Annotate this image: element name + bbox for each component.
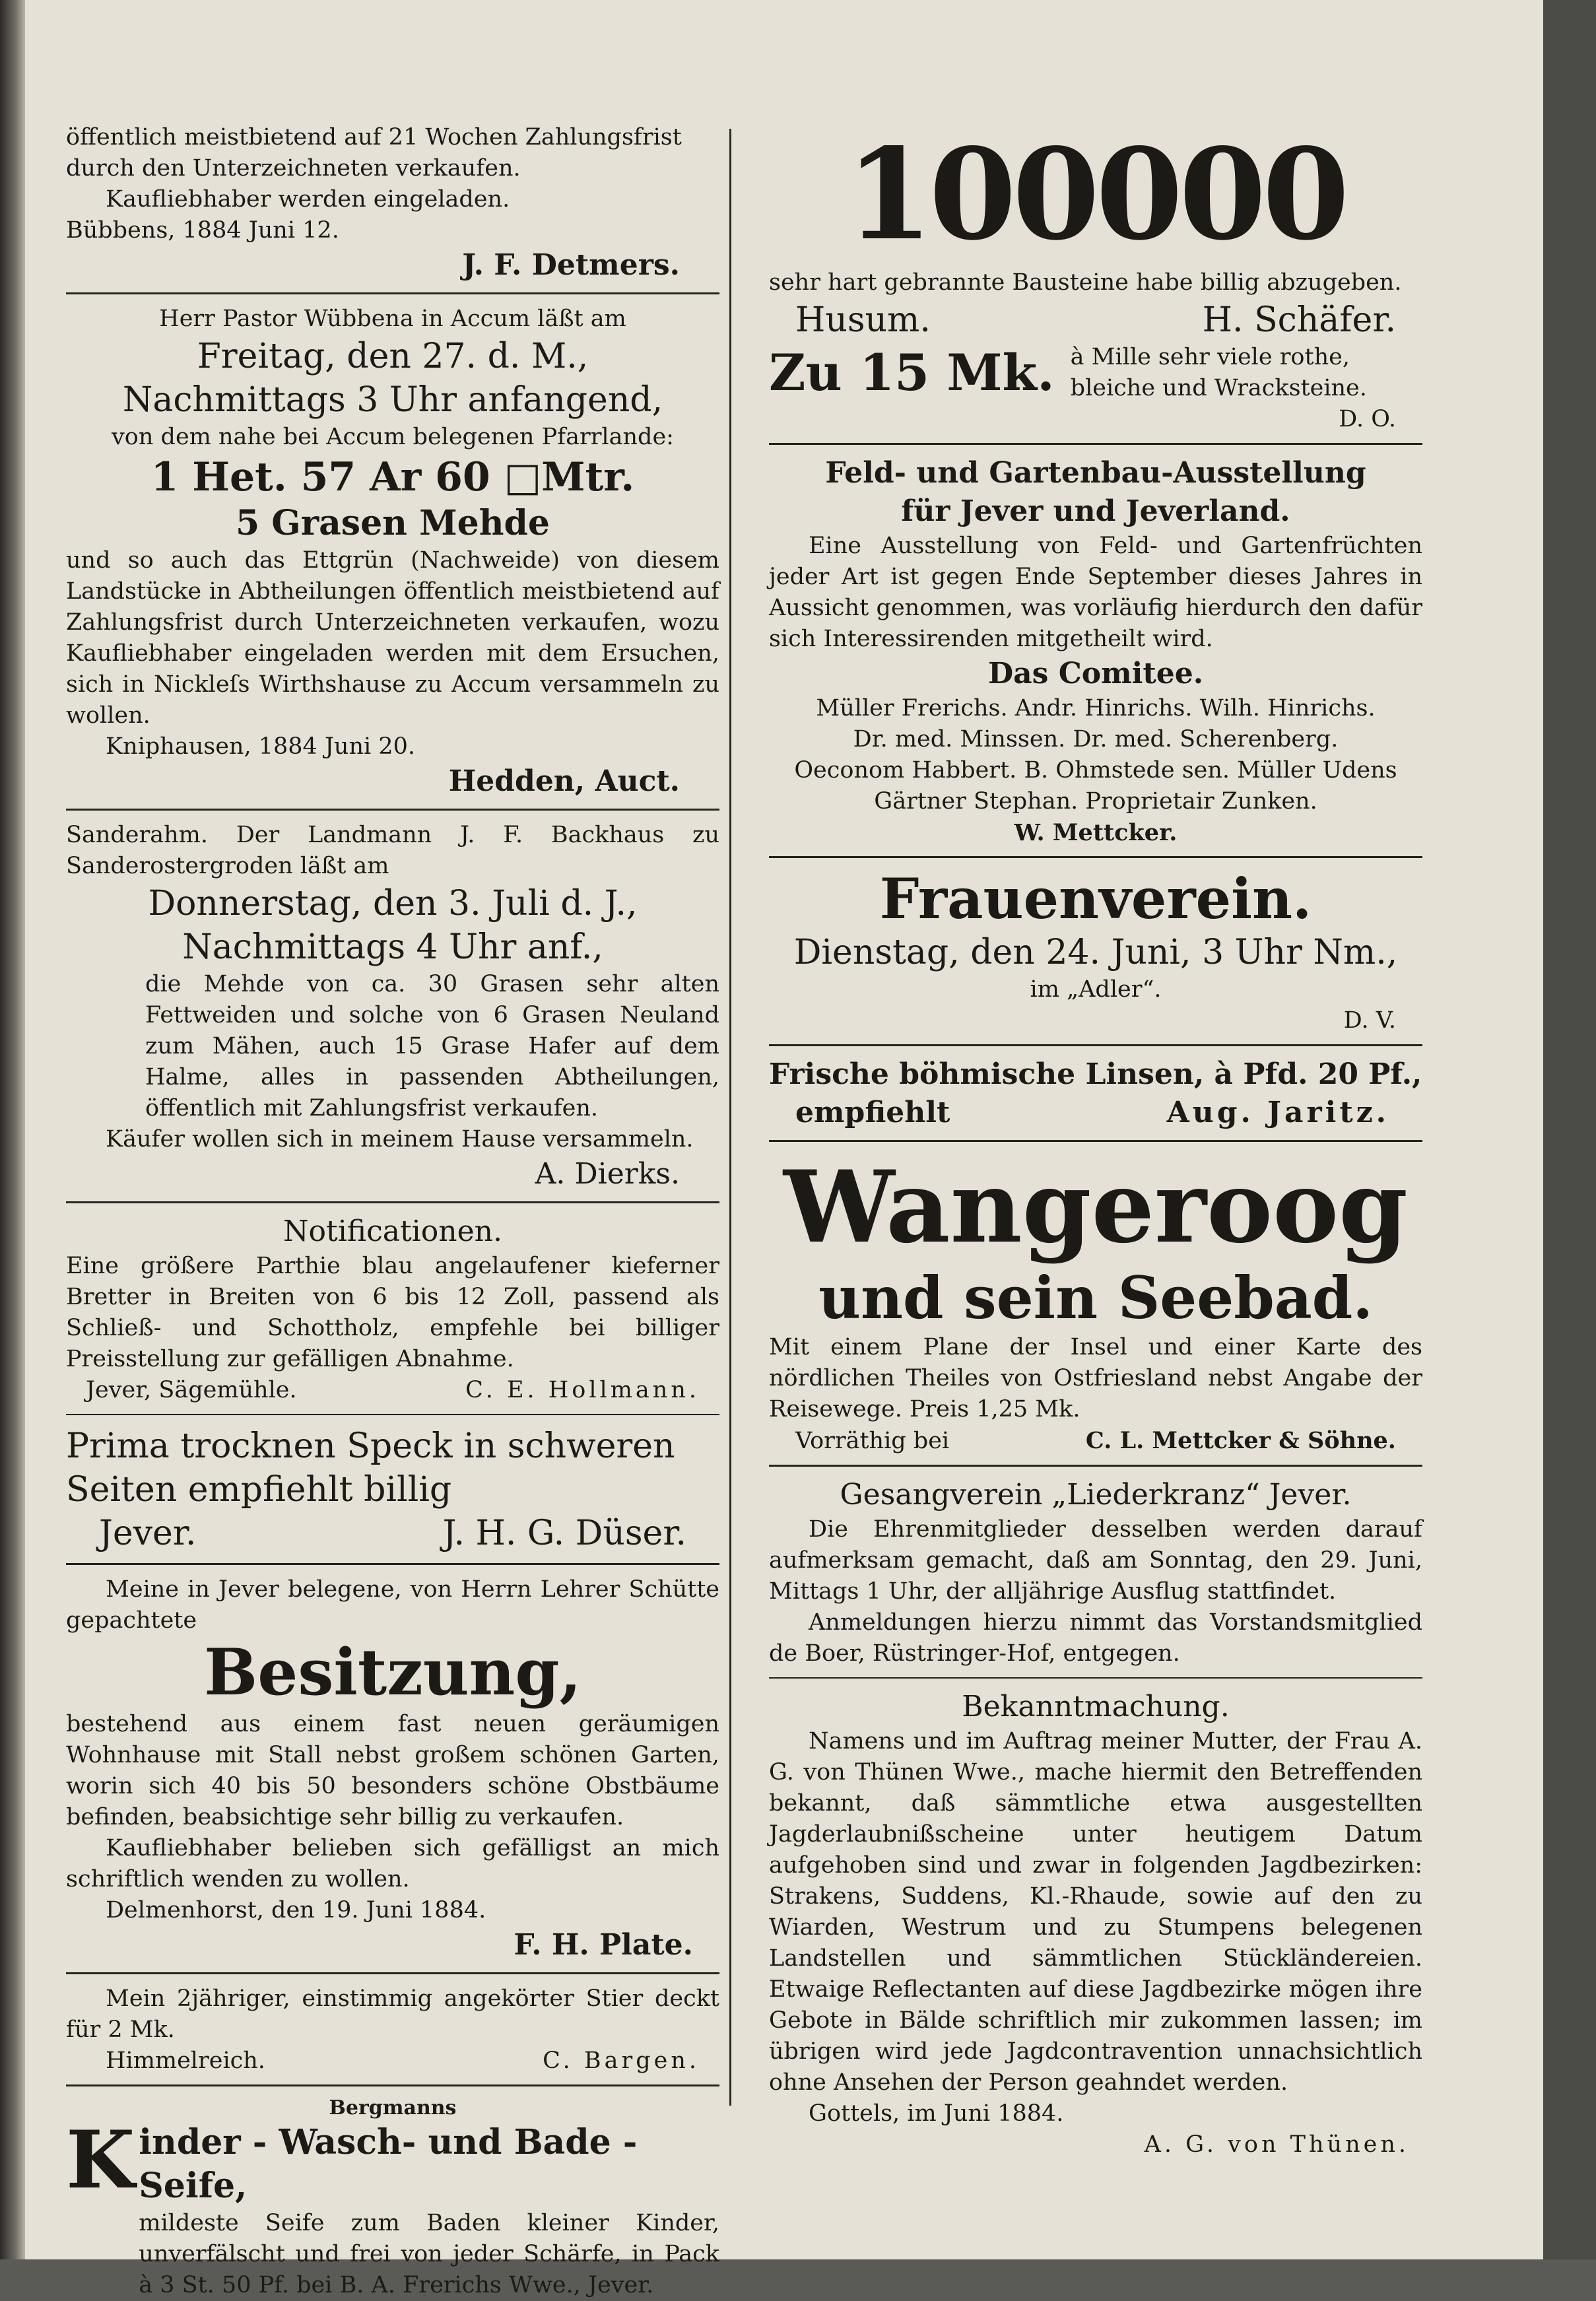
ad-wuebbena	[66, 304, 719, 801]
ad-body: Mein 2jähriger, einstimmig angekörter Stier deckt für 2 Mk.	[66, 1985, 719, 2043]
signature-row	[769, 1425, 1422, 1457]
brand: Bergmanns	[329, 2096, 457, 2119]
ad-line: Prima trocknen Speck in schweren	[66, 1426, 675, 1466]
auction-date: Freitag, den 27. d. M.,	[197, 337, 589, 376]
committee: Das Comitee.	[987, 657, 1204, 690]
auction-time: Nachmittags 4 Uhr anf.,	[182, 927, 603, 967]
signature-row	[66, 1512, 719, 1555]
closing: Anmeldungen hierzu nimmt das Vorstandsmitglied de Boer, Rüstringer-Hof, entgegen.	[769, 1609, 1422, 1667]
ad-schaefer	[769, 122, 1422, 435]
ad-body: Mit einem Plane der Insel und einer Karte des nördlichen Theiles von Ostfriesland nebst Angabe der Reisewege. Preis 1,25 Mk.	[769, 1334, 1422, 1422]
ad-dierks	[66, 820, 719, 1193]
ad-body: Eine Ausstellung von Feld- und Gartenfrüchten jeder Art ist gegen Ende September dieses Jahres in Aussicht genommen, was vorläufig hierdurch den dafür sich Interessirenden mitgetheilt wird.	[769, 533, 1422, 652]
price-row	[769, 342, 1422, 404]
member-line: Dr. med. Minssen. Dr. med. Scherenberg.	[853, 726, 1339, 752]
date: Dienstag, den 24. Juni, 3 Uhr Nm.,	[793, 933, 1398, 972]
divider	[66, 1201, 719, 1203]
place-date: Bübbens, 1884 Juni 12.	[66, 217, 339, 244]
signature-row	[66, 2046, 719, 2077]
ad-body: Eine größere Parthie blau angelaufener kieferner Bretter in Breiten von 6 bis 12 Zoll, passend als Schließ- und Schottholz, empfehle bei billiger Preisstellung zur gefälligen Abnahme.	[66, 1253, 719, 1372]
ad-line: Kaufliebhaber werden eingeladen.	[106, 186, 510, 213]
signature-row	[66, 1375, 719, 1406]
seller: C. L. Mettcker & Söhne.	[1085, 1427, 1396, 1454]
ad-body: mildeste Seife zum Baden kleiner Kinder, unverfälscht und frei von jeder Schärfe, in Pack à 3 St. 50 Pf. bei B. A. Frerichs Wwe., Jever.	[139, 2210, 719, 2298]
divider	[66, 2084, 719, 2086]
ad-body: und so auch das Ettgrün (Nachweide) von diesem Landstücke in Abtheilungen öffentlich meistbietend auf Zahlungsfrist durch Unterzeichneten verkaufen, wozu Kaufliebhaber eingeladen werden mit dem Ersuchen, sich in Nickleſs Wirthshause zu Accum versammeln zu wollen.	[66, 547, 719, 729]
price: Zu 15 Mk.	[769, 343, 1055, 402]
intro: Sanderahm. Der Landmann J. F. Backhaus zu Sanderostergroden läßt am	[66, 822, 719, 879]
initials: D. O.	[1339, 406, 1396, 432]
place: Jever.	[99, 1514, 197, 1553]
ad-wangeroog	[769, 1151, 1422, 1457]
signature: Hedden, Auct.	[448, 764, 680, 798]
location: von dem nahe bei Accum belegenen Pfarrlande:	[112, 424, 674, 450]
heading: Bekanntmachung.	[962, 1690, 1230, 1723]
divider	[66, 1972, 719, 1974]
signature: J. F. Detmers.	[462, 248, 680, 282]
soap-headline-block	[66, 2114, 719, 2301]
ad-bekanntmachung	[769, 1688, 1422, 2160]
ad-hollmann	[66, 1213, 719, 1406]
note: à Mille sehr viele rothe, bleiche und Wracksteine.	[1070, 344, 1367, 401]
place: Husum.	[795, 300, 931, 340]
ad-bergmann-soap	[66, 2096, 719, 2301]
left-column	[66, 122, 719, 2301]
heading: Notificationen.	[283, 1215, 502, 1248]
signature: F. H. Plate.	[514, 1928, 693, 1962]
ad-detmers	[66, 122, 719, 284]
intro: Herr Pastor Wübbena in Accum läßt am	[159, 306, 626, 332]
member-line: Gärtner Stephan. Proprietair Zunken.	[874, 788, 1317, 815]
signature: C. E. Hollmann.	[465, 1377, 700, 1403]
book-spine	[0, 0, 25, 2259]
place: Himmelreich.	[106, 2048, 265, 2074]
place: Jever, Sägemühle.	[86, 1377, 297, 1403]
ad-jaritz	[769, 1055, 1422, 1132]
member-line: Oeconom Habbert. B. Ohmstede sen. Müller Udens	[794, 757, 1397, 784]
ad-line: sehr hart gebrannte Bausteine habe billig abzugeben.	[769, 269, 1402, 296]
signature: J. H. G. Düser.	[442, 1514, 686, 1553]
title: Wangeroog	[783, 1149, 1408, 1265]
place-date: Delmenhorst, den 19. Juni 1884.	[106, 1897, 486, 1923]
venue: im „Adler“.	[1030, 976, 1162, 1003]
signature-row	[769, 1094, 1422, 1132]
ad-body: Die Ehrenmitglieder desselben werden darauf aufmerksam gemacht, daß am Sonntag, den 29. Juni, Mittags 1 Uhr, der alljährige Ausflug stattfindet.	[769, 1516, 1422, 1605]
intro: Meine in Jever belegene, von Herrn Lehrer Schütte gepachtete	[66, 1576, 719, 1634]
headline: Besitzung,	[204, 1635, 582, 1710]
signature: Aug. Jaritz.	[1166, 1096, 1389, 1129]
big-number: 100000	[846, 121, 1346, 268]
headline: inder - Wasch- und Bade - Seife,	[139, 2122, 638, 2206]
ad-liederkranz	[769, 1476, 1422, 1669]
closing: Käufer wollen sich in meinem Hause versammeln.	[106, 1126, 694, 1152]
divider	[769, 1465, 1422, 1467]
mehde: 5 Grasen Mehde	[236, 503, 550, 543]
place-date: Kniphausen, 1884 Juni 20.	[106, 733, 415, 760]
drop-initial: K	[66, 2114, 135, 2207]
divider	[66, 1414, 719, 1415]
divider	[769, 1140, 1422, 1142]
heading: für Jever und Jeverland.	[901, 494, 1290, 528]
auction-date: Donnerstag, den 3. Juli d. J.,	[148, 884, 638, 923]
heading: Feld- und Gartenbau-Ausstellung	[825, 456, 1366, 490]
place-date: Gottels, im Juni 1884.	[809, 2100, 1064, 2127]
divider	[769, 1677, 1422, 1679]
ad-line: durch den Unterzeichneten verkaufen.	[66, 155, 521, 182]
ad-exhibition	[769, 454, 1422, 848]
column-rule	[729, 129, 731, 2106]
member-line: W. Mettcker.	[1014, 819, 1178, 846]
closing: Kaufliebhaber belieben sich gefälligst an mich schriftlich wenden zu wollen.	[66, 1835, 719, 1892]
right-column	[769, 122, 1422, 2160]
page-edge	[1543, 0, 1596, 2259]
divider	[66, 292, 719, 294]
divider	[769, 856, 1422, 858]
ad-body: bestehend aus einem fast neuen geräumigen Wohnhause mit Stall nebst großem schönen Garten, worin sich 40 bis 50 besonders schöne Obstbäume befinden, beabsichtige sehr billig zu verkaufen.	[66, 1711, 719, 1830]
signature-row	[769, 298, 1422, 342]
divider	[66, 1563, 719, 1565]
ad-body: Namens und im Auftrag meiner Mutter, der Frau A. G. von Thünen Wwe., mache hiermit den Betreffenden bekannt, daß sämmtliche etwa ausgestellten Jagderlaubnißscheine unter heutigem Datum aufgehoben sind und zwar in folgenden Jagdbezirken: Strakens, Suddens, Kl.-Rhaude, sowie auf den zu Wiarden, Westrum und zu Stumpens belegenen Landstellen und sämmtlichen Stückländereien. Etwaige Reflectanten auf diese Jagdbezirke mögen ihre Gebote in Bälde schriftlich mir zukommen lassen; im übrigen wird jede Jagdcontravention unnachsichtlich ohne Ansehen der Person geahndet werden.	[769, 1728, 1422, 2096]
stock-label: Vorräthig bei	[795, 1428, 950, 1454]
signature: A. G. von Thünen.	[1144, 2131, 1409, 2158]
initials: D. V.	[1343, 1007, 1396, 1034]
ad-line: Frische böhmische Linsen, à Pfd. 20 Pf.,	[769, 1057, 1422, 1091]
ad-line: öffentlich meistbietend auf 21 Wochen Zahlungsfrist	[66, 124, 682, 150]
ad-plate	[66, 1574, 719, 1964]
signature: C. Bargen.	[543, 2048, 700, 2074]
member-line: Müller Frerichs. Andr. Hinrichs. Wilh. Hinrichs.	[816, 695, 1376, 721]
ad-line: Seiten empfiehlt billig	[66, 1470, 452, 1510]
ad-bargen	[66, 1984, 719, 2077]
signature: A. Dierks.	[535, 1157, 680, 1191]
heading: Gesangverein „Liederkranz“ Jever.	[840, 1478, 1352, 1512]
area: 1 Het. 57 Ar 60 □Mtr.	[150, 454, 635, 500]
ad-body: die Mehde von ca. 30 Grasen sehr alten Fettweiden und solche von 6 Grasen Neuland zum Mähen, auch 15 Grase Hafer auf dem Halme, alles in passenden Abtheilungen, öffentlich mit Zahlungsfrist verkaufen.	[145, 971, 719, 1121]
divider	[769, 1044, 1422, 1046]
heading: Frauenverein.	[879, 866, 1312, 931]
signature: H. Schäfer.	[1202, 300, 1396, 340]
ad-dueser	[66, 1424, 719, 1555]
divider	[66, 809, 719, 811]
label: empfiehlt	[795, 1096, 950, 1129]
auction-time: Nachmittags 3 Uhr anfangend,	[122, 380, 663, 420]
subtitle: und sein Seebad.	[818, 1263, 1373, 1332]
ad-frauenverein	[769, 867, 1422, 1036]
divider	[769, 443, 1422, 445]
